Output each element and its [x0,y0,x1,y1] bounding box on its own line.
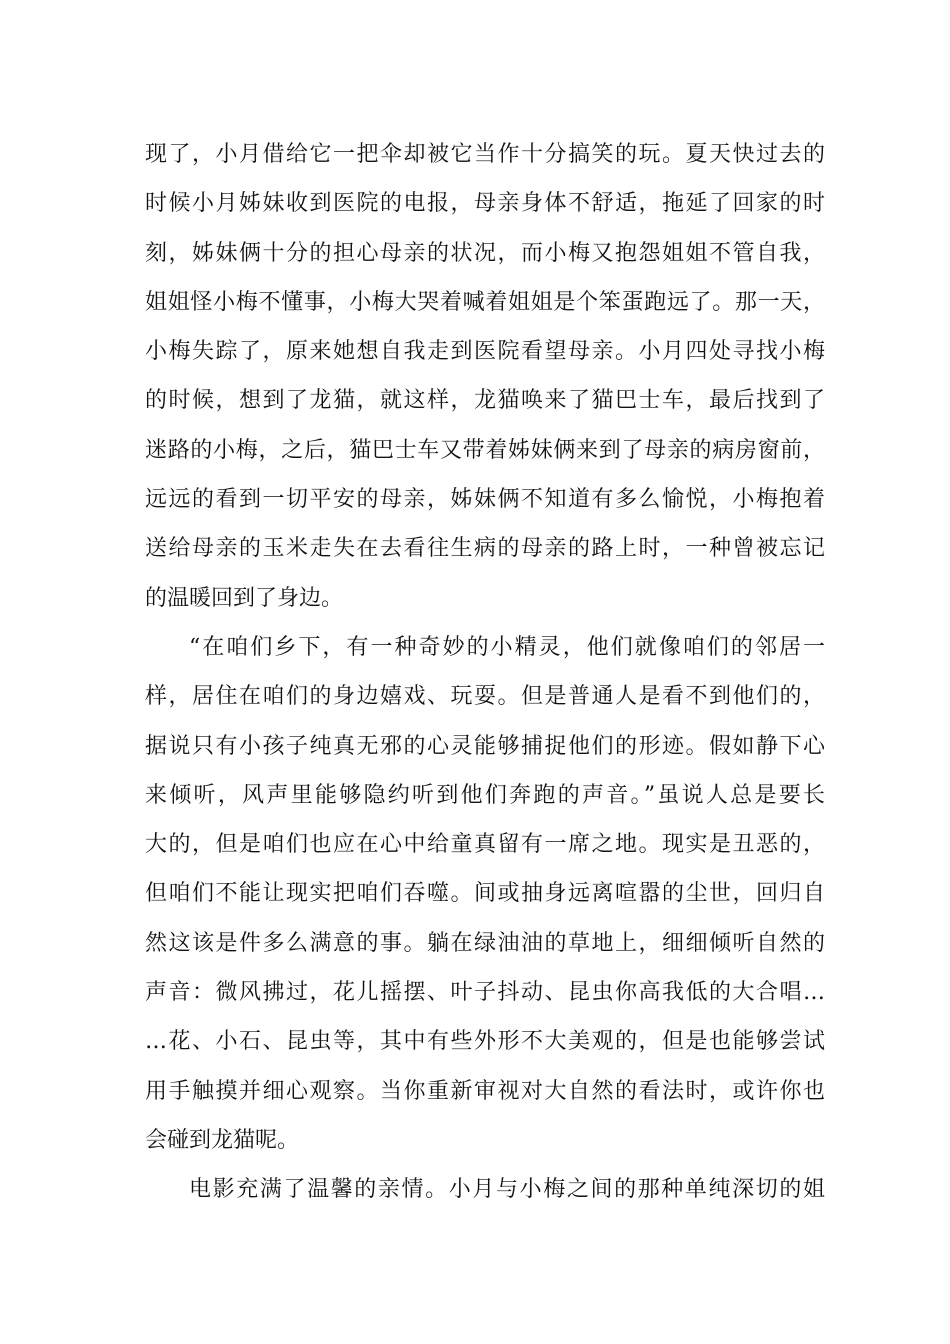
text-line: 刻，姊妹俩十分的担心母亲的状况，而小梅又抱怨姐姐不管自我， [145,240,825,266]
text-line: 电影充满了温馨的亲情。小月与小梅之间的那种单纯深切的姐 [189,1177,825,1203]
text-line: 时候小月姊妹收到医院的电报，母亲身体不舒适，拖延了回家的时 [145,191,825,217]
text-line: 的温暖回到了身边。 [145,585,344,611]
text-line: 来倾听，风声里能够隐约听到他们奔跑的声音。”虽说人总是要长 [145,782,825,808]
text-line: 小梅失踪了，原来她想自我走到医院看望母亲。小月四处寻找小梅 [145,339,825,365]
text-line: 用手触摸并细心观察。当你重新审视对大自然的看法时，或许你也 [145,1078,825,1104]
text-line: “在咱们乡下，有一种奇妙的小精灵，他们就像咱们的邻居一 [189,634,825,660]
text-line: 声音：微风拂过，花儿摇摆、叶子抖动、昆虫你高我低的大合唱… [145,980,825,1006]
text-line: 的时候，想到了龙猫，就这样，龙猫唤来了猫巴士车，最后找到了 [145,388,825,414]
text-line: 远远的看到一切平安的母亲，姊妹俩不知道有多么愉悦，小梅抱着 [145,487,825,513]
text-line: 但咱们不能让现实把咱们吞噬。间或抽身远离喧嚣的尘世，回归自 [145,881,825,907]
text-line: 会碰到龙猫呢。 [145,1127,300,1153]
text-line: 姐姐怪小梅不懂事，小梅大哭着喊着姐姐是个笨蛋跑远了。那一天， [145,289,825,315]
text-line: 据说只有小孩子纯真无邪的心灵能够捕捉他们的形迹。假如静下心 [145,733,825,759]
text-line: 样，居住在咱们的身边嬉戏、玩耍。但是普通人是看不到他们的， [145,684,825,710]
text-line: 然这该是件多么满意的事。躺在绿油油的草地上，细细倾听自然的 [145,930,825,956]
text-line: …花、小石、昆虫等，其中有些外形不大美观的，但是也能够尝试 [145,1029,825,1055]
text-line: 大的，但是咱们也应在心中给童真留有一席之地。现实是丑恶的， [145,832,825,858]
body-text [145,130,825,1215]
text-line: 现了，小月借给它一把伞却被它当作十分搞笑的玩。夏天快过去的 [145,142,825,167]
text-line: 迷路的小梅，之后，猫巴士车又带着姊妹俩来到了母亲的病房窗前， [145,437,825,463]
text-line: 送给母亲的玉米走失在去看往生病的母亲的路上时，一种曾被忘记 [145,536,825,562]
